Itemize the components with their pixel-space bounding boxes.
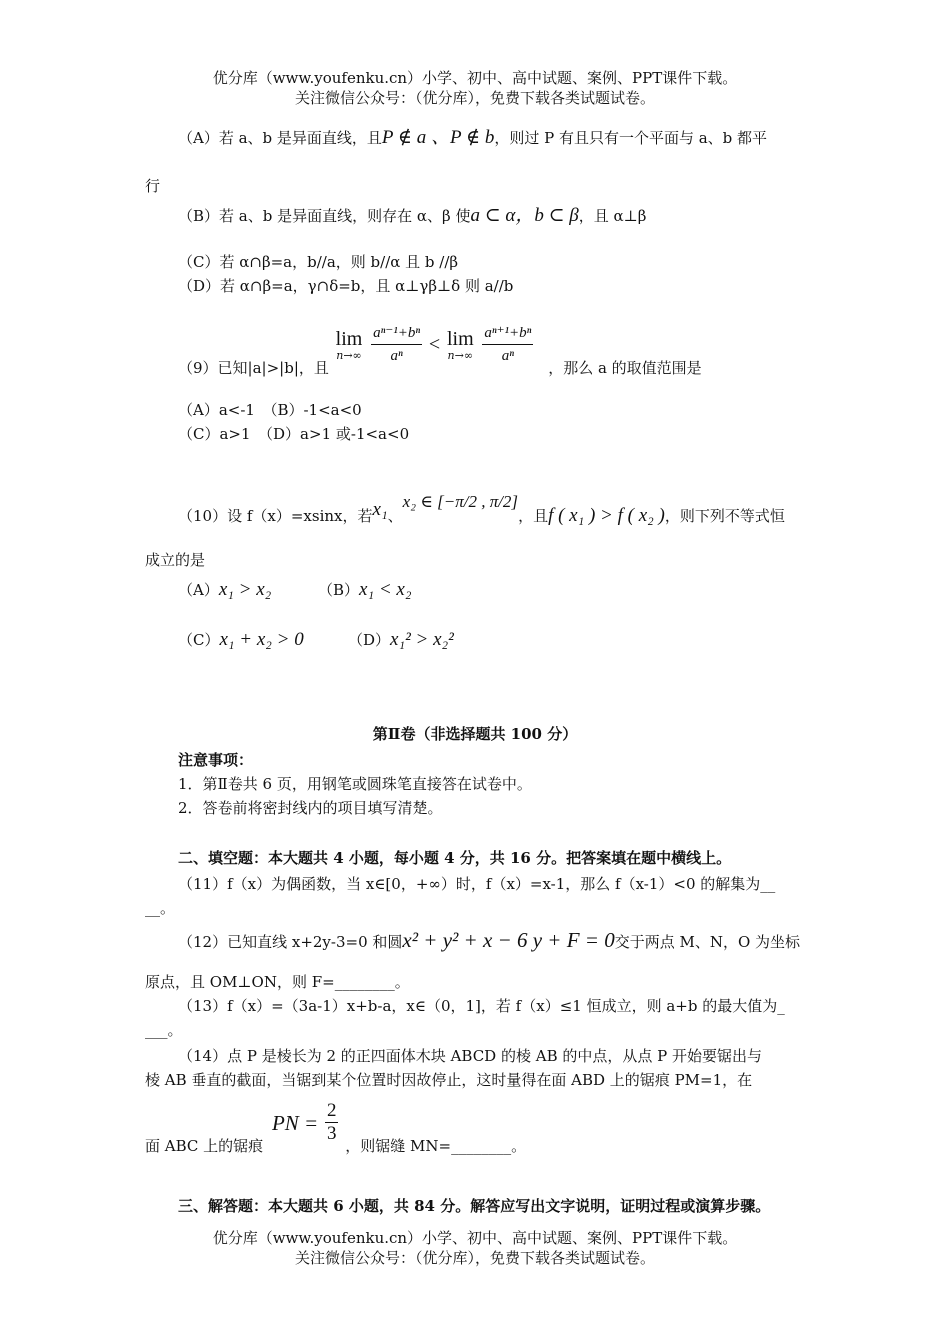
q10-x2-interval: x₂ ∈ [−π/2 , π/2] [402, 492, 519, 511]
q14-fraction: $\frac{2}{3}$ [326, 1100, 337, 1144]
q10-option-a: （A）x₁ > x₂ [178, 579, 272, 600]
header-line-1: 优分库（www.youfenku.cn）小学、初中、高中试题、案例、PPT课件下载。 [212, 69, 738, 87]
fill-heading: 二、填空题：本大题共 4 小题，每小题 4 分，共 16 分。把答案填在题中横线上。 [178, 849, 732, 867]
q10-stem-cont: 成立的是 [145, 551, 206, 569]
q11: （11）f（x）为偶函数，当 x∈[0，+∞）时，f（x）=x-1，那么 f（x-1）<0 的解集为__ [178, 875, 776, 893]
q9-options-cd: （C）a>1 （D）a>1 或-1<a<0 [178, 425, 410, 443]
q8-a-math: P ∉ a 、P ∉ b [381, 127, 495, 148]
q8-option-a: （A）若 a、b 是异面直线，且P ∉ a 、P ∉ b，则过 P 有且只有一个平面与 a、b 都平 [178, 127, 768, 148]
q12-cont: 原点，且 OM⊥ON，则 F=________。 [145, 973, 410, 991]
q9-stem: （9）已知|a|>|b|，且 lim n→∞ $\frac{\text{aⁿ⁻¹+bⁿ}}{\text{aⁿ}}$ < lim n→∞ $\frac{\text{aⁿ⁺¹+bⁿ}}{\text{aⁿ}}$ ，那么 a 的取值范围是 [178, 322, 702, 367]
q11-cont: __。 [145, 899, 176, 917]
part2-title: 第Ⅱ卷（非选择题共 100 分） [372, 725, 578, 743]
q8-option-a-cont: 行 [145, 177, 161, 195]
q14-line-1: （14）点 P 是棱长为 2 的正四面体木块 ABCD 的棱 AB 的中点，从点 P 开始要锯出与 [178, 1047, 762, 1065]
q13: （13）f（x）=（3a-1）x+b-a，x∈（0，1]，若 f（x）≤1 恒成立，则 a+b 的最大值为_ [178, 997, 785, 1015]
q8-option-b: （B）若 a、b 是异面直线，则存在 α、β 使a ⊂ α，b ⊂ β，且 α⊥β [178, 205, 647, 226]
notes-title: 注意事项： [178, 751, 254, 769]
q9-fraction-left: $\frac{\text{aⁿ⁻¹+bⁿ}}{\text{aⁿ}}$ [371, 322, 422, 367]
q10-f-condition: f ( x₁ ) > f ( x₂ ) [548, 505, 665, 526]
q14-line-2: 棱 AB 垂直的截面，当锯到某个位置时因故停止，这时量得在面 ABD 上的锯痕 PM=1，在 [145, 1071, 753, 1089]
q9-limit-right: lim n→∞ [446, 327, 474, 362]
q10-stem: （10）设 f（x）=xsinx，若x₁、x₂ ∈ [−π/2 , π/2]，且f ( x₁ ) > f ( x₂ )，则下列不等式恒 [178, 492, 785, 526]
note-2: 2．答卷前将密封线内的项目填写清楚。 [178, 799, 443, 817]
footer-line-1: 优分库（www.youfenku.cn）小学、初中、高中试题、案例、PPT课件下载。 [212, 1229, 738, 1247]
q8-option-c: （C）若 α∩β=a，b//a，则 b//α 且 b //β [178, 253, 459, 271]
solve-heading: 三、解答题：本大题共 6 小题，共 84 分。解答应写出文字说明，证明过程或演算步骤。 [178, 1197, 771, 1215]
q9-fraction-right: $\frac{\text{aⁿ⁺¹+bⁿ}}{\text{aⁿ}}$ [482, 322, 533, 367]
q9-options-ab: （A）a<-1 （B）-1<a<0 [178, 401, 362, 419]
q10-option-c: （C）x₁ + x₂ > 0 [178, 629, 304, 650]
footer-line-2: 关注微信公众号：（优分库），免费下载各类试题试卷。 [294, 1249, 655, 1267]
q12: （12）已知直线 x+2y-3=0 和圆x² + y² + x − 6 y + F = 0交于两点 M、N，O 为坐标 [178, 928, 801, 952]
q8-option-d: （D）若 α∩β=a，γ∩δ=b，且 α⊥γβ⊥δ 则 a//b [178, 277, 514, 295]
q12-circle-equation: x² + y² + x − 6 y + F = 0 [402, 928, 615, 952]
q8-b-math: a ⊂ α，b ⊂ β [470, 205, 579, 226]
q13-cont: ___。 [145, 1021, 183, 1039]
note-1: 1．第Ⅱ卷共 6 页，用钢笔或圆珠笔直接答在试卷中。 [178, 775, 532, 793]
q10-option-d: （D）x₁² > x₂² [348, 629, 454, 650]
q9-limit-left: lim n→∞ [335, 327, 363, 362]
q10-option-b: （B）x₁ < x₂ [318, 579, 412, 600]
header-line-2: 关注微信公众号：（优分库），免费下载各类试题试卷。 [294, 89, 655, 107]
q14-pn: PN = [271, 1110, 319, 1135]
q14-line-3: 面 ABC 上的锯痕 PN = $\frac{2}{3}$ ，则锯缝 MN=________。 [145, 1100, 527, 1155]
